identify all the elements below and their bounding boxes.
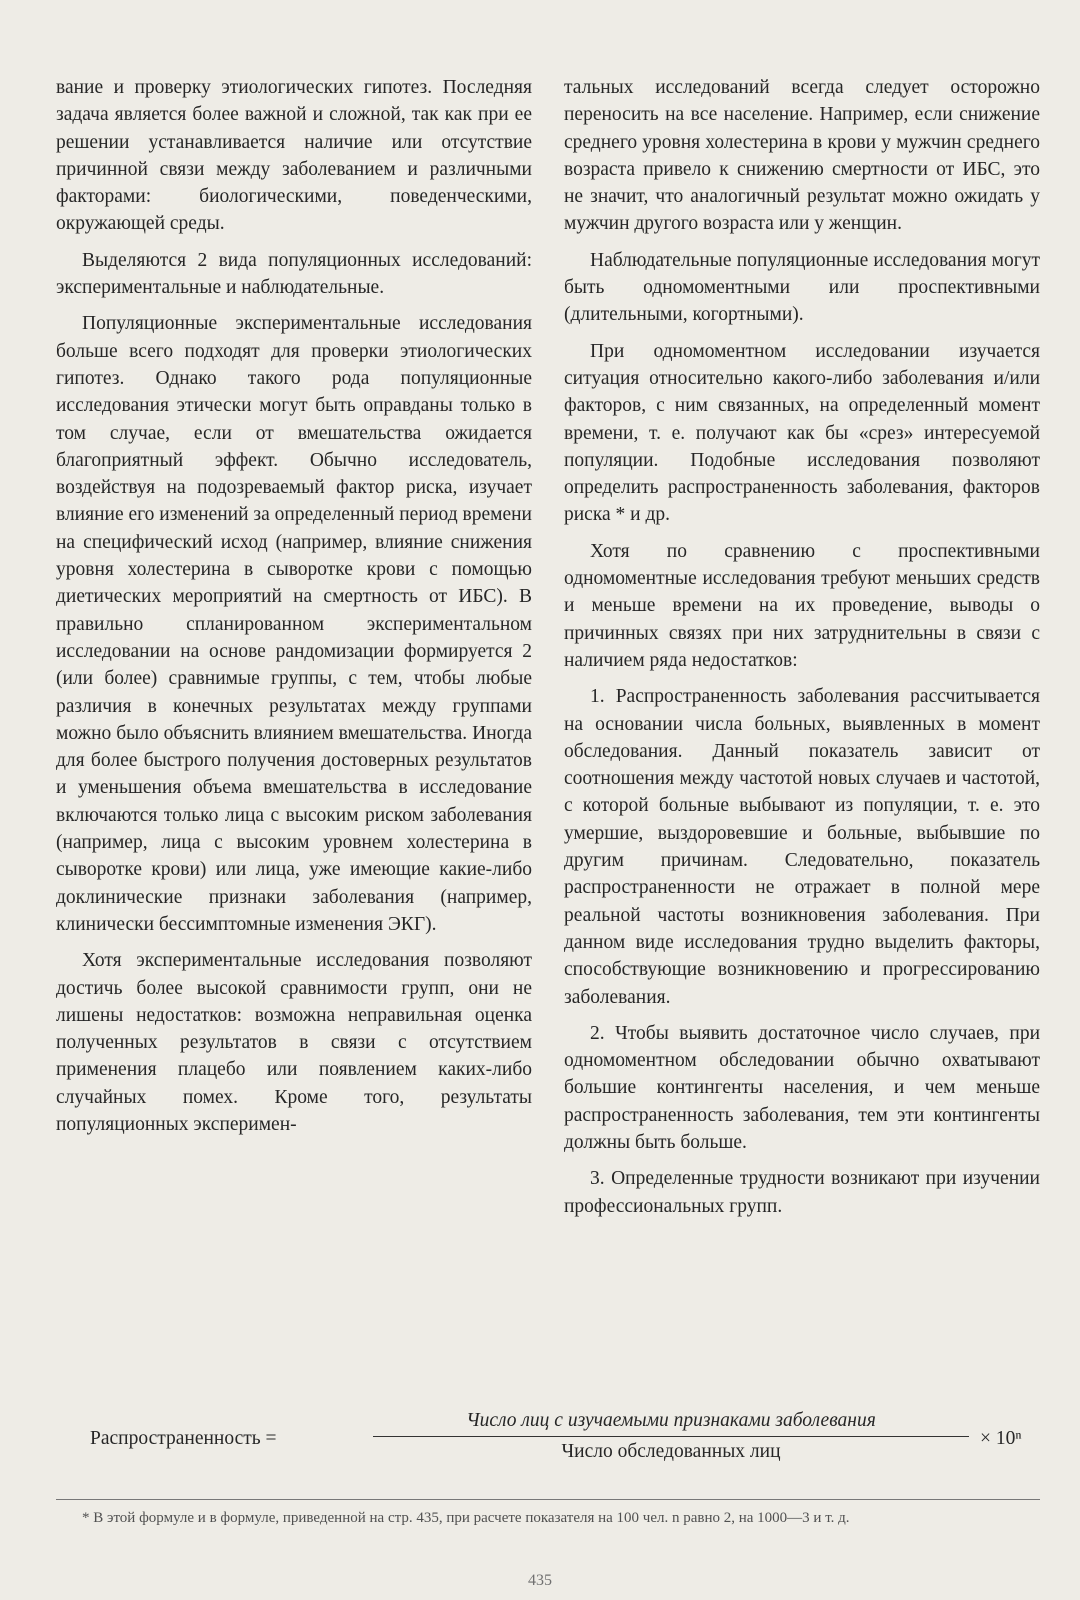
prevalence-formula [90,1408,1050,1474]
paragraph: 3. Определенные трудности возникают при изучении профессиональных групп. [564,1168,1040,1217]
left-column [56,74,532,1147]
paragraph: Наблюдательные популяционные исследования могут быть одномоментными или проспективными (длительными, когортными). [564,249,1040,326]
footnote-divider [56,1499,1040,1500]
formula-rhs: × 10ⁿ [980,1428,1022,1449]
paragraph: 2. Чтобы выявить достаточное число случаев, при одномоментном обследовании обычно охватывают большие контингенты населения, и чем меньше распространенность заболевания, тем эти контингенты должны быть больше. [564,1022,1040,1153]
formula-lhs: Распространенность = [90,1428,277,1449]
paragraph: Хотя по сравнению с проспективными одномоментные исследования требуют меньших средств и меньше времени на их проведение, выводы о причинных связях при них затруднительны в связи с наличием ряда недостатков: [564,540,1040,671]
paragraph: вание и проверку этиологических гипотез. Последняя задача является более важной и сложной, так как при ее решении устанавливается наличие или отсутствие причинной связи между заболеванием и различными факторами: биологическими, поведенческими, окружающей среды. [56,77,532,235]
paragraph: При одномоментном исследовании изучается ситуация относительно какого-либо заболевания и/или факторов, с ним связанных, на определенный момент времени, т. е. получают как бы «срез» интересуемой популяции. Подобные исследования позволяют определить распространенность заболевания, факторов риска * и др. [564,340,1040,526]
paragraph: Популяционные экспериментальные исследования больше всего подходят для проверки этиологических гипотез. Однако такого рода популяционные исследования этически могут быть оправданы только в том случае, если от вмешательства ожидается благоприятный эффект. Обычно исследователь, воздействуя на подозреваемый фактор риска, изучает влияние его изменений за определенный период времени на специфический исход (например, влияние снижения уровня холестерина в сыворотке крови с помощью диетических мероприятий на смертность от ИБС). В правильно спланированном экспериментальном исследовании на основе рандомизации формируется 2 (или более) сравнимые группы, с тем, чтобы любые различия в конечных результатах между группами можно было объяснить влиянием вмешательства. Иногда для более быстрого получения достоверных результатов и уменьшения объема вмешательства в исследование включаются только лица с высоким риском заболевания (например, лица с высоким уровнем холестерина в сыворотке крови) или лица, уже имеющие какие-либо доклинические признаки заболевания (например, клинически бессимптомные изменения ЭКГ). [56,313,532,935]
paragraph: Хотя экспериментальные исследования позволяют достичь более высокой сравнимости групп, они не лишены недостатков: возможна неправильная оценка полученных результатов в связи с отсутствием применения плацебо или появлением каких-либо случайных помех. Кроме того, результаты популяционных эксперимен- [56,950,532,1135]
formula-numerator: Число лиц с изучаемыми признаками заболевания [466,1410,876,1431]
paragraph: 1. Распространенность заболевания рассчитывается на основании числа больных, выявленных в момент обследования. Данный показатель зависит от соотношения между частотой новых случаев и частотой, с которой больные выбывают из популяции, т. е. это умершие, выздоровевшие и больные, выбывшие по другим причинам. Следовательно, показатель распространенности не отражает в полной мере реальной частоты возникновения заболевания. При данном виде исследования трудно выделить факторы, способствующие возникновению и прогрессированию заболевания. [564,686,1040,1008]
right-column [564,74,1040,1229]
formula-fraction [373,1408,969,1465]
paragraph: тальных исследований всегда следует осторожно переносить на все население. Например, если снижение среднего уровня холестерина в крови у мужчин среднего возраста привело к снижению смертности от ИБС, это не значит, что аналогичный результат можно ожидать у мужчин другого возраста или у женщин. [564,77,1040,235]
paragraph: Выделяются 2 вида популяционных исследований: экспериментальные и наблюдательные. [56,249,532,299]
footnote: * В этой формуле и в формуле, приведенной на стр. 435, при расчете показателя на 100 чел. n равно 2, на 1000—3 и т. д. [82,1510,850,1526]
page-number: 435 [528,1572,552,1589]
fraction-bar [373,1436,969,1437]
formula-denominator: Число обследованных лиц [561,1441,781,1462]
